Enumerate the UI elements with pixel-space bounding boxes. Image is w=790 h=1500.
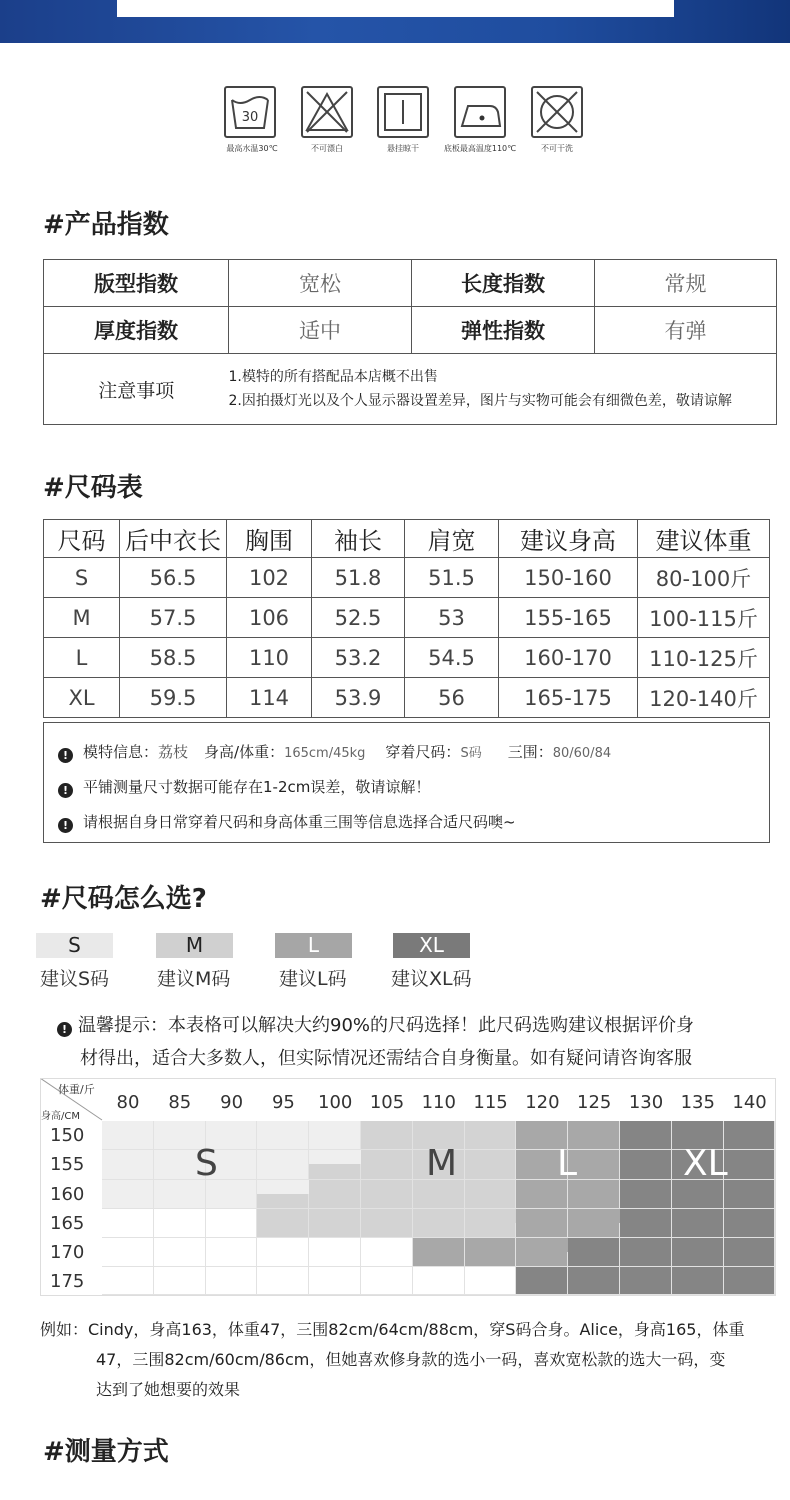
cell: 54.5	[405, 638, 499, 678]
cell: 56.5	[120, 558, 227, 598]
grid-height-header: 155	[50, 1154, 85, 1175]
size-info-box	[43, 722, 770, 843]
swatch-label-s: 建议S码	[40, 968, 110, 990]
tip-text-1: 温馨提示：本表格可以解决大约90%的尺码选择！此尺码选购建议根据评价身	[78, 1015, 695, 1036]
cell: 58.5	[120, 638, 227, 678]
length-value: 常规	[595, 260, 777, 307]
wash-temp: 30	[241, 110, 259, 125]
cell: 56	[405, 678, 499, 718]
no-dry-clean-icon	[531, 86, 583, 138]
grid-weight-header: 135	[680, 1092, 715, 1113]
cell: 53.9	[312, 678, 405, 718]
tip-line-1	[57, 1011, 694, 1037]
wear-value: S码	[460, 746, 482, 761]
heading-how-to-choose: #尺码怎么选?	[40, 884, 207, 914]
fit-label: 版型指数	[44, 260, 229, 307]
cell: 102	[227, 558, 312, 598]
zone-label-l: L	[557, 1143, 578, 1184]
cell: 110	[227, 638, 312, 678]
example-line-2: 47，三围82cm/60cm/86cm，但她喜欢修身款的选小一码，喜欢宽松款的选大一码，变	[96, 1350, 726, 1369]
exclamation-icon: !	[58, 748, 73, 763]
hw-value: 165cm/45kg	[284, 746, 366, 761]
grid-weight-header: 115	[473, 1092, 508, 1113]
cell: 59.5	[120, 678, 227, 718]
cell: M	[44, 598, 120, 638]
grid-weight-header: 110	[421, 1092, 456, 1113]
cell: 51.5	[405, 558, 499, 598]
col-size: 尺码	[44, 520, 120, 558]
cell: 53.2	[312, 638, 405, 678]
grid-weight-header: 85	[168, 1092, 192, 1113]
info-text-2: 平铺测量尺寸数据可能存在1-2cm误差，敬请谅解！	[83, 778, 431, 796]
table-row	[44, 598, 770, 638]
grid-weight-header: 100	[318, 1092, 353, 1113]
heading-measure: #测量方式	[43, 1437, 169, 1467]
bust-label: 三围：	[507, 743, 553, 761]
cell: 53	[405, 598, 499, 638]
model-info-line	[58, 741, 611, 763]
note-2: 2.因拍摄灯光以及个人显示器设置差异，图片与实物可能会有细微色差，敬请谅解	[228, 393, 732, 409]
cell: 106	[227, 598, 312, 638]
cell: 120-140斤	[638, 678, 770, 718]
zone-label-xl: XL	[683, 1143, 728, 1184]
length-label: 长度指数	[412, 260, 595, 307]
grid-weight-header: 80	[116, 1092, 140, 1113]
col-length: 后中衣长	[120, 520, 227, 558]
notes-label: 注意事项	[44, 354, 229, 425]
no-bleach-icon	[301, 86, 353, 138]
swatch-m: M	[156, 933, 233, 958]
care-label-dryclean: 不可干洗	[541, 144, 573, 153]
elastic-label: 弹性指数	[412, 307, 595, 354]
cell: 155-165	[499, 598, 638, 638]
grid-weight-header: 130	[628, 1092, 664, 1113]
cell: 165-175	[499, 678, 638, 718]
thickness-label: 厚度指数	[44, 307, 229, 354]
table-row	[44, 678, 770, 718]
wash-30-icon	[224, 86, 276, 138]
swatch-label-xl: 建议XL码	[391, 968, 472, 990]
table-row	[44, 638, 770, 678]
col-height: 建议身高	[499, 520, 638, 558]
cell: XL	[44, 678, 120, 718]
cell: L	[44, 638, 120, 678]
col-shoulder: 肩宽	[405, 520, 499, 558]
info-line-3	[58, 811, 516, 833]
col-weight: 建议体重	[638, 520, 770, 558]
fit-value: 宽松	[229, 260, 412, 307]
grid-weight-header: 95	[271, 1092, 295, 1113]
grid-height-header: 175	[50, 1271, 85, 1292]
heading-size-chart: #尺码表	[43, 473, 143, 503]
wear-label: 穿着尺码：	[385, 743, 461, 761]
banner-inner-panel	[117, 0, 674, 17]
swatch-s: S	[36, 933, 113, 958]
grid-corner-weight: 体重/斤	[58, 1083, 95, 1096]
top-banner	[0, 0, 790, 43]
table-row	[44, 558, 770, 598]
swatch-label-m: 建议M码	[157, 968, 231, 990]
grid-corner-height: 身高/CM	[41, 1111, 80, 1122]
grid-weight-header: 105	[369, 1092, 405, 1113]
grid-height-header: 150	[50, 1125, 85, 1146]
bust-value: 80/60/84	[552, 746, 612, 761]
size-table-header	[44, 520, 770, 558]
model-name: 荔枝	[158, 743, 189, 761]
cell: 114	[227, 678, 312, 718]
swatch-xl: XL	[393, 933, 470, 958]
cell: 51.8	[312, 558, 405, 598]
cell: 57.5	[120, 598, 227, 638]
notes-content	[229, 354, 777, 425]
info-text-3: 请根据自身日常穿着尺码和身高体重三围等信息选择合适尺码噢~	[83, 813, 516, 831]
care-label-wash: 最高水温30℃	[226, 144, 278, 153]
hw-label: 身高/体重：	[204, 743, 285, 761]
exclamation-icon: !	[58, 783, 73, 798]
col-chest: 胸围	[227, 520, 312, 558]
grid-height-header: 170	[50, 1242, 85, 1263]
example-line-3: 达到了她想要的效果	[96, 1380, 241, 1399]
product-index-table	[43, 259, 777, 425]
exclamation-icon: !	[57, 1022, 72, 1037]
size-table	[43, 519, 770, 718]
iron-icon	[454, 86, 506, 138]
grid-weight-header: 125	[577, 1092, 612, 1113]
info-line-2	[58, 776, 430, 798]
zone-label-m: M	[426, 1143, 458, 1184]
cell: 160-170	[499, 638, 638, 678]
grid-weight-header: 120	[525, 1092, 560, 1113]
grid-height-header: 160	[50, 1184, 85, 1205]
cell: 80-100斤	[638, 558, 770, 598]
cell: 52.5	[312, 598, 405, 638]
cell: 110-125斤	[638, 638, 770, 678]
swatch-l: L	[275, 933, 352, 958]
care-label-dry: 悬挂晾干	[387, 144, 419, 153]
grid-weight-header: 140	[732, 1092, 767, 1113]
grid-weight-header: 90	[220, 1092, 244, 1113]
note-1: 1.模特的所有搭配品本店概不出售	[228, 369, 438, 385]
zone-label-s: S	[195, 1143, 218, 1184]
care-label-iron: 底板最高温度110℃	[443, 144, 517, 153]
elastic-value: 有弹	[595, 307, 777, 354]
example-line-1: 例如：Cindy，身高163，体重47，三围82cm/64cm/88cm，穿S码合身。Alice，身高165，体重	[40, 1320, 745, 1339]
col-sleeve: 袖长	[312, 520, 405, 558]
hang-dry-icon	[377, 86, 429, 138]
swatch-label-l: 建议L码	[279, 968, 347, 990]
cell: 150-160	[499, 558, 638, 598]
cell: S	[44, 558, 120, 598]
exclamation-icon: !	[58, 818, 73, 833]
grid-height-header: 165	[50, 1213, 85, 1234]
care-label-bleach: 不可漂白	[311, 144, 343, 153]
model-label: 模特信息：	[83, 743, 159, 761]
heading-product-index: #产品指数	[43, 210, 169, 240]
thickness-value: 适中	[229, 307, 412, 354]
cell: 100-115斤	[638, 598, 770, 638]
tip-line-2: 材得出，适合大多数人，但实际情况还需结合自身衡量。如有疑问请咨询客服	[80, 1048, 692, 1069]
